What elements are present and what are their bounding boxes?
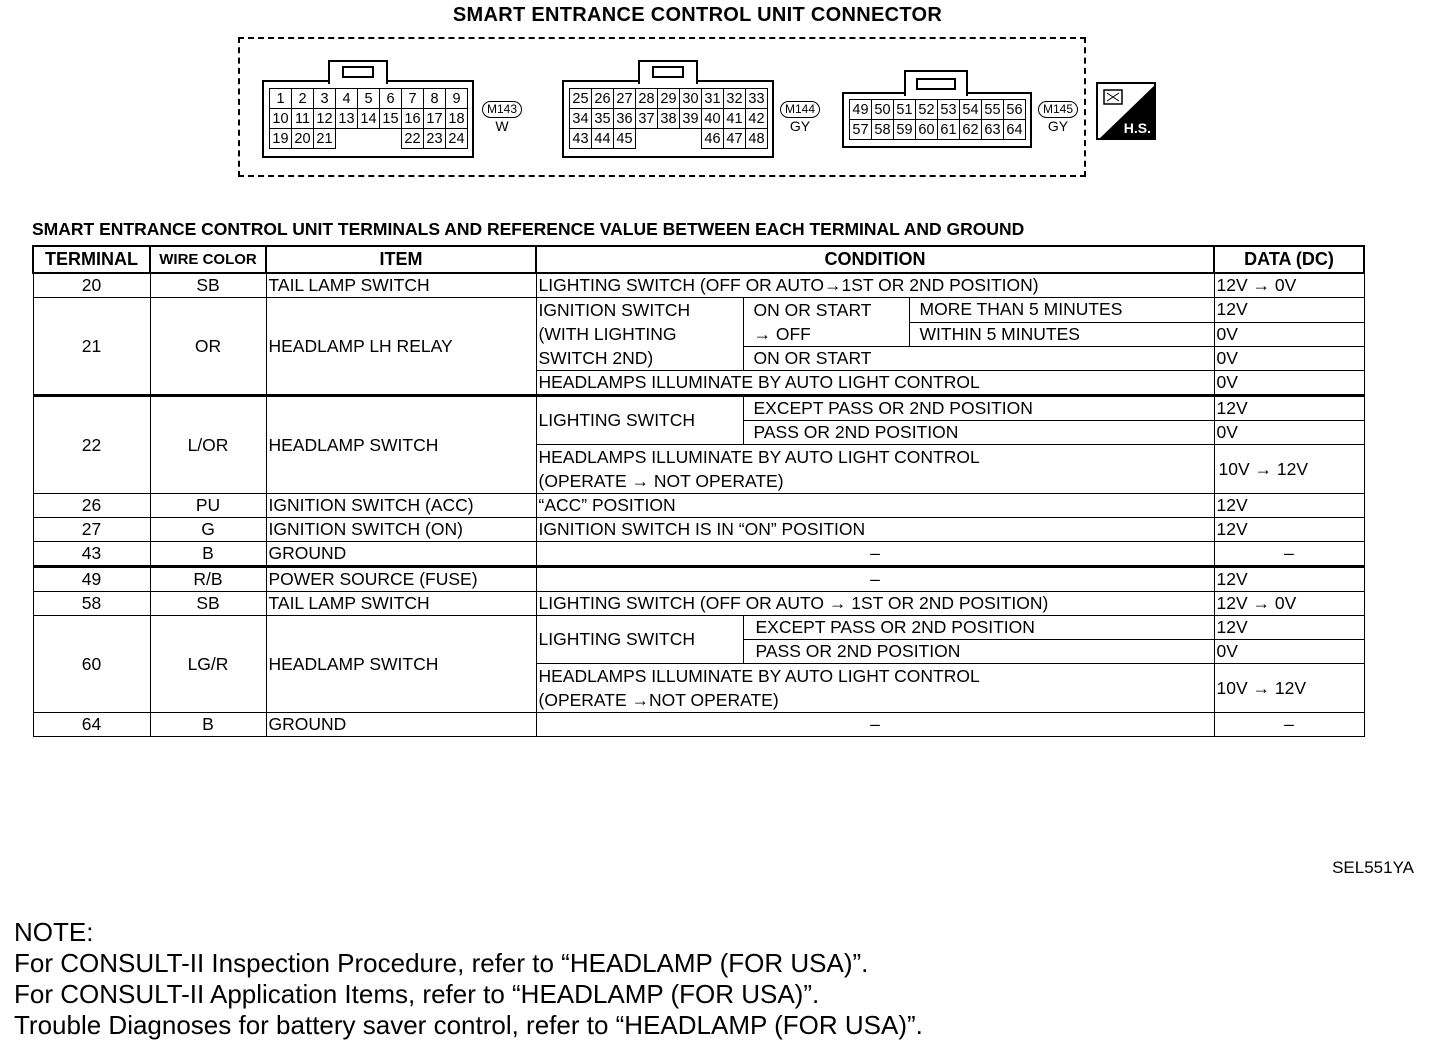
pin-cell: 43 — [570, 129, 592, 149]
pin-gap — [336, 129, 358, 149]
pin-cell: 22 — [402, 129, 424, 149]
item-cell: HEADLAMP SWITCH — [266, 616, 536, 713]
condition-line: ON OR START — [753, 300, 872, 320]
pin-cell: 49 — [850, 100, 872, 120]
pin-cell: 36 — [614, 109, 636, 129]
pin-cell: 63 — [982, 120, 1004, 140]
pin-cell: 44 — [592, 129, 614, 149]
notes-heading: NOTE: — [14, 917, 94, 947]
pin-cell: 13 — [336, 109, 358, 129]
connector-latch — [328, 60, 388, 84]
terminal-cell: 49 — [33, 567, 150, 592]
pin-cell: 25 — [570, 89, 592, 109]
connector-m144 — [562, 80, 774, 158]
condition-line: (OPERATE →NOT OPERATE) — [538, 690, 779, 710]
connector-m143 — [262, 80, 474, 158]
terminal-reference-table — [32, 245, 1365, 737]
condition-line: HEADLAMPS ILLUMINATE BY AUTO LIGHT CONTROL — [538, 447, 980, 467]
data-cell: 0V — [1214, 322, 1364, 347]
connector-latch — [904, 70, 968, 96]
data-cell: 12V → 0V — [1214, 592, 1364, 616]
wire-color-cell: B — [150, 713, 266, 737]
note-line: For CONSULT-II Inspection Procedure, refer to “HEADLAMP (FOR USA)”. — [14, 948, 869, 978]
wire-color-cell: OR — [150, 298, 266, 396]
connector-code: M143 — [482, 101, 522, 118]
data-cell: 0V — [1214, 640, 1364, 664]
condition-cell: PASS OR 2ND POSITION — [743, 421, 1214, 445]
data-cell: 12V — [1214, 616, 1364, 640]
condition-cell: WITHIN 5 MINUTES — [909, 322, 1214, 347]
pin-cell: 59 — [894, 120, 916, 140]
note-line: For CONSULT-II Application Items, refer to “HEADLAMP (FOR USA)”. — [14, 979, 820, 1009]
wire-color-cell: PU — [150, 494, 266, 518]
condition-cell: – — [536, 713, 1214, 737]
data-cell: 12V — [1214, 518, 1364, 542]
pin-cell: 57 — [850, 120, 872, 140]
connector-tag-m144 — [779, 100, 821, 134]
table-header-row — [33, 246, 1364, 273]
pin-cell: 64 — [1004, 120, 1026, 140]
pin-cell: 9 — [446, 89, 468, 109]
table-row — [33, 494, 1364, 518]
terminal-cell: 27 — [33, 518, 150, 542]
header-wire-color: WIRE COLOR — [150, 246, 266, 273]
pin-cell: 26 — [592, 89, 614, 109]
connector-color: GY — [1047, 118, 1069, 134]
wire-color-cell: G — [150, 518, 266, 542]
data-cell: 12V → 0V — [1214, 273, 1364, 298]
pin-cell: 31 — [702, 89, 724, 109]
data-cell: – — [1214, 713, 1364, 737]
pin-cell: 50 — [872, 100, 894, 120]
pin-cell: 32 — [724, 89, 746, 109]
connector-color: GY — [789, 118, 811, 134]
pin-cell: 48 — [746, 129, 768, 149]
pin-cell: 10 — [270, 109, 292, 129]
item-cell: IGNITION SWITCH (ON) — [266, 518, 536, 542]
condition-line: HEADLAMPS ILLUMINATE BY AUTO LIGHT CONTROL — [538, 666, 980, 686]
item-cell: TAIL LAMP SWITCH — [266, 273, 536, 298]
condition-cell: – — [536, 567, 1214, 592]
condition-cell: LIGHTING SWITCH — [536, 616, 743, 664]
pin-cell: 47 — [724, 129, 746, 149]
pin-cell: 6 — [380, 89, 402, 109]
condition-cell: LIGHTING SWITCH (OFF OR AUTO→1ST OR 2ND POSITION) — [536, 273, 1214, 298]
connector-code: M145 — [1038, 101, 1078, 118]
data-cell: 0V — [1214, 421, 1364, 445]
pin-cell: 28 — [636, 89, 658, 109]
terminal-cell: 64 — [33, 713, 150, 737]
pin-cell: 40 — [702, 109, 724, 129]
pin-cell: 37 — [636, 109, 658, 129]
pin-cell: 24 — [446, 129, 468, 149]
table-row — [33, 518, 1364, 542]
condition-cell: LIGHTING SWITCH (OFF OR AUTO → 1ST OR 2ND POSITION) — [536, 592, 1214, 616]
data-cell: 0V — [1214, 347, 1364, 371]
wire-color-cell: SB — [150, 592, 266, 616]
pin-cell: 1 — [270, 89, 292, 109]
data-cell: 10V → 12V — [1214, 445, 1364, 494]
pin-gap — [680, 129, 702, 149]
terminal-cell: 20 — [33, 273, 150, 298]
table-row — [33, 542, 1364, 567]
pin-cell: 41 — [724, 109, 746, 129]
connector-tag-m143 — [481, 100, 523, 134]
condition-line: (OPERATE → NOT OPERATE) — [538, 471, 784, 491]
condition-line: SWITCH 2ND) — [538, 348, 654, 368]
data-cell: 12V — [1214, 396, 1364, 421]
header-data: DATA (DC) — [1214, 246, 1364, 273]
condition-cell: MORE THAN 5 MINUTES — [909, 298, 1214, 323]
table-row — [33, 273, 1364, 298]
pin-cell: 30 — [680, 89, 702, 109]
condition-cell — [536, 445, 1214, 494]
wire-color-cell: L/OR — [150, 396, 266, 494]
pin-cell: 33 — [746, 89, 768, 109]
terminal-cell: 58 — [33, 592, 150, 616]
item-cell: IGNITION SWITCH (ACC) — [266, 494, 536, 518]
pin-cell: 27 — [614, 89, 636, 109]
condition-cell — [536, 298, 743, 371]
note-line: Trouble Diagnoses for battery saver control, refer to “HEADLAMP (FOR USA)”. — [14, 1010, 923, 1040]
pin-cell: 7 — [402, 89, 424, 109]
pin-cell: 16 — [402, 109, 424, 129]
pin-cell: 39 — [680, 109, 702, 129]
wire-color-cell: R/B — [150, 567, 266, 592]
wire-color-cell: SB — [150, 273, 266, 298]
condition-cell — [743, 298, 909, 347]
pin-cell: 52 — [916, 100, 938, 120]
pin-cell: 4 — [336, 89, 358, 109]
item-cell: HEADLAMP SWITCH — [266, 396, 536, 494]
table-row — [33, 616, 1364, 640]
pin-cell: 60 — [916, 120, 938, 140]
pin-cell: 8 — [424, 89, 446, 109]
pin-cell: 53 — [938, 100, 960, 120]
terminal-cell: 43 — [33, 542, 150, 567]
data-cell: 0V — [1214, 371, 1364, 396]
pin-cell: 46 — [702, 129, 724, 149]
table-row — [33, 298, 1364, 323]
condition-line: → OFF — [753, 324, 811, 344]
pin-cell: 54 — [960, 100, 982, 120]
connector-title: SMART ENTRANCE CONTROL UNIT CONNECTOR — [452, 4, 943, 26]
notes-block — [14, 917, 923, 1041]
pin-cell: 42 — [746, 109, 768, 129]
pin-cell: 18 — [446, 109, 468, 129]
condition-cell: EXCEPT PASS OR 2ND POSITION — [743, 396, 1214, 421]
data-cell: 12V — [1214, 298, 1364, 323]
header-terminal: TERMINAL — [33, 246, 150, 273]
pin-cell: 11 — [292, 109, 314, 129]
condition-line: IGNITION SWITCH — [538, 300, 691, 320]
header-condition: CONDITION — [536, 246, 1214, 273]
wire-color-cell: LG/R — [150, 616, 266, 713]
pin-cell: 2 — [292, 89, 314, 109]
pin-cell: 20 — [292, 129, 314, 149]
condition-cell — [536, 664, 1214, 713]
item-cell: POWER SOURCE (FUSE) — [266, 567, 536, 592]
data-cell: – — [1214, 542, 1364, 567]
pin-cell: 55 — [982, 100, 1004, 120]
terminal-cell: 26 — [33, 494, 150, 518]
connector-color: W — [495, 118, 509, 134]
terminal-cell: 60 — [33, 616, 150, 713]
condition-cell: HEADLAMPS ILLUMINATE BY AUTO LIGHT CONTROL — [536, 371, 1214, 396]
pin-gap — [636, 129, 658, 149]
pin-gap — [358, 129, 380, 149]
pin-gap — [658, 129, 680, 149]
item-cell: GROUND — [266, 713, 536, 737]
hs-label: H.S. — [1123, 120, 1151, 136]
item-cell: TAIL LAMP SWITCH — [266, 592, 536, 616]
harness-side-icon — [1096, 82, 1156, 140]
connector-latch — [638, 60, 698, 84]
item-cell: GROUND — [266, 542, 536, 567]
connector-code: M144 — [780, 101, 820, 118]
condition-cell: ON OR START — [743, 347, 1214, 371]
pin-cell: 34 — [570, 109, 592, 129]
pin-cell: 29 — [658, 89, 680, 109]
pin-cell: 51 — [894, 100, 916, 120]
pin-cell: 35 — [592, 109, 614, 129]
pin-cell: 5 — [358, 89, 380, 109]
pin-grid-m145 — [849, 99, 1026, 140]
table-title: SMART ENTRANCE CONTROL UNIT TERMINALS AND REFERENCE VALUE BETWEEN EACH TERMINAL AND GROUND — [32, 219, 1025, 239]
terminal-cell: 21 — [33, 298, 150, 396]
pin-cell: 62 — [960, 120, 982, 140]
data-cell: 10V → 12V — [1214, 664, 1364, 713]
data-cell: 12V — [1214, 494, 1364, 518]
pin-gap — [380, 129, 402, 149]
connector-m145 — [842, 92, 1032, 148]
pin-cell: 61 — [938, 120, 960, 140]
pin-cell: 56 — [1004, 100, 1026, 120]
condition-line: (WITH LIGHTING — [538, 324, 677, 344]
pin-cell: 12 — [314, 109, 336, 129]
header-item: ITEM — [266, 246, 536, 273]
condition-cell: PASS OR 2ND POSITION — [743, 640, 1214, 664]
condition-cell: LIGHTING SWITCH — [536, 396, 743, 445]
pin-cell: 19 — [270, 129, 292, 149]
figure-reference-code: SEL551YA — [1332, 858, 1414, 877]
pin-cell: 3 — [314, 89, 336, 109]
table-row — [33, 713, 1364, 737]
table-row — [33, 396, 1364, 421]
pin-cell: 45 — [614, 129, 636, 149]
pin-cell: 58 — [872, 120, 894, 140]
connector-tag-m145 — [1037, 100, 1079, 134]
table-row — [33, 592, 1364, 616]
pin-grid-m143 — [269, 88, 468, 149]
data-cell: 12V — [1214, 567, 1364, 592]
condition-cell: EXCEPT PASS OR 2ND POSITION — [743, 616, 1214, 640]
pin-grid-m144 — [569, 88, 768, 149]
table-row — [33, 567, 1364, 592]
item-cell: HEADLAMP LH RELAY — [266, 298, 536, 396]
pin-cell: 15 — [380, 109, 402, 129]
condition-cell: – — [536, 542, 1214, 567]
wire-color-cell: B — [150, 542, 266, 567]
pin-cell: 38 — [658, 109, 680, 129]
condition-cell: IGNITION SWITCH IS IN “ON” POSITION — [536, 518, 1214, 542]
pin-cell: 17 — [424, 109, 446, 129]
terminal-cell: 22 — [33, 396, 150, 494]
pin-cell: 23 — [424, 129, 446, 149]
pin-cell: 14 — [358, 109, 380, 129]
pin-cell: 21 — [314, 129, 336, 149]
condition-cell: “ACC” POSITION — [536, 494, 1214, 518]
